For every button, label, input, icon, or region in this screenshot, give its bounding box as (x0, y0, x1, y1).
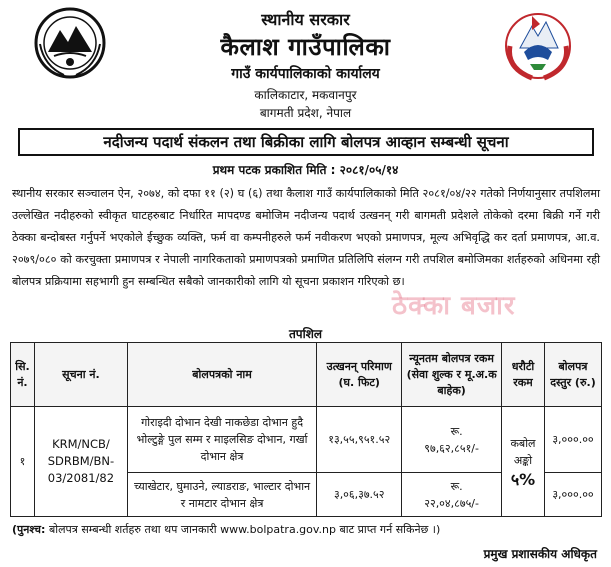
notice-title: नदीजन्य पदार्थ संकलन तथा बिक्रीका लागि बोलपत्र आव्हान सम्बन्धी सूचना (18, 128, 594, 156)
tender-name-cell: गोराइदी दोभान देखी नाकछेडा दोभान हुदै भोल्टुङ्गे पुल सम्म र माइलसिङ दोभान, गर्खा दोभान क्षेत्र (127, 407, 316, 473)
footnote (12, 522, 602, 537)
header-line-local-government: स्थानीय सरकार (261, 10, 350, 29)
minimum-amount-cell (402, 407, 502, 473)
quantity-cell: ३,०६,३७.५२ (317, 473, 402, 517)
header-tender-name: बोलपत्रको नाम (127, 343, 316, 407)
header-office-name: गाउँ कार्यपालिकाको कार्यालय (231, 66, 380, 82)
tender-fee-cell: ३,०००.०० (544, 473, 601, 517)
header-quantity: उत्खनन् परिमाण (घ. फिट) (317, 343, 402, 407)
details-heading: तपशिल (288, 327, 323, 341)
quantity-cell: १३,५५,९५१.५२ (317, 407, 402, 473)
signatory: प्रमुख प्रशासकीय अधिकृत (483, 547, 597, 561)
minimum-amount-value: २२,०४,८७५/- (424, 496, 479, 510)
notice-number-cell: KRM/NCB/ SDRBM/BN- 03/2081/82 (34, 407, 127, 517)
header-tender-fee: बोलपत्र दस्तुर (रु.) (544, 343, 601, 407)
deposit-percent: ५% (510, 470, 536, 489)
header-minimum-amount: न्यूनतम बोलपत्र रकम (सेवा शुल्क र मू.अ.क बाहेक) (402, 343, 502, 407)
serial-cell: १ (11, 407, 35, 517)
table-row (11, 407, 602, 473)
table-header-row (11, 343, 602, 407)
minimum-amount-cell (402, 473, 502, 517)
watermark: ठेक्का बजार (392, 291, 516, 321)
header-notice-no: सूचना नं. (34, 343, 127, 407)
header-address: कालिकाटार, मकवानपुर (254, 88, 357, 102)
tender-table (10, 342, 602, 517)
minimum-amount-value: ९७,६२,८५१/- (424, 441, 479, 455)
header-province: बागमती प्रदेश, नेपाल (259, 106, 352, 120)
footnote-lead: (पुनश्च: (12, 523, 46, 536)
deposit-cell (502, 407, 545, 517)
deposit-label: कबोल अङ्को (510, 437, 536, 467)
header-deposit: धरौटी रकम (502, 343, 545, 407)
notice-body: स्थानीय सरकार सञ्चालन ऐन, २०७४, को दफा ११ (२) घ (६) तथा कैलाश गाउँ कार्यपालिकाको मिति २०८१/०४/२२ गतेको निर्णयानुसार तपशिलमा उल्लेखित नदीहरुको स्वीकृत घाटहरुबाट निर्धारित मापदण्ड बमोजिम नदीजन्य पदार्थ उत्खनन् गरी बागमती प्रदेशले तोकेको दरमा बिक्री गर्ने गरी ठेक्का बन्दोबस्त गर्नुपर्ने भएकोले ईच्छुक व्यक्ति, फर्म वा कम्पनीहरुले फर्म नवीकरण भएको प्रमाणपत्र, मूल्य अभिवृद्धि कर दर्ता प्रमाणपत्र, आ.व. २०७९/०८० को करचुक्ता प्रमाणपत्र र नेपाली नागरिकताको प्रमाणपत्रको प्रमाणित प्रतिलिपि संलग्न गरी तपशिल बमोजिमका शर्तहरुको अधिनमा रही बोलपत्र प्रक्रियामा सहभागी हुन सम्बन्धित सबैको जानकारीको लागि यो सूचना प्रकाशन गरिएको छ। (12, 187, 600, 288)
tender-fee-cell: ३,०००.०० (544, 407, 601, 473)
footnote-text: बोलपत्र सम्बन्धी शर्तहरु तथा थप जानकारी www.bolpatra.gov.np बाट प्राप्त गर्न सकिनेछ ।) (45, 523, 441, 536)
published-date: प्रथम पटक प्रकाशित मिति : २०८१/०५/१४ (212, 163, 399, 177)
rupee-label: रू. (450, 479, 463, 493)
tender-name-cell: च्याखेटार, घुमाउने, ल्याडराङ, भाल्टार दोभान र नामटार दोभान क्षेत्र (127, 473, 316, 517)
header-serial: सि. नं. (11, 343, 35, 407)
header-municipality-name: कैलाश गाउँपालिका (220, 33, 391, 61)
rupee-label: रू. (450, 424, 463, 438)
